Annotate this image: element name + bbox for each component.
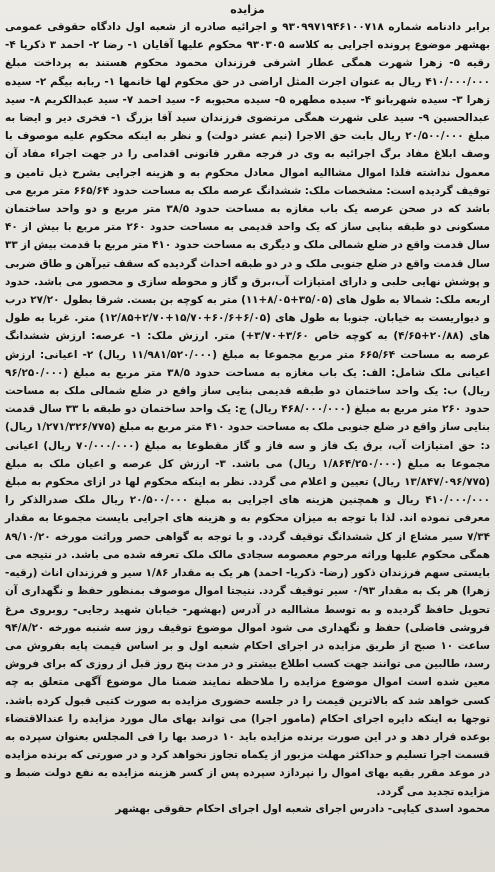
notice-signature: محمود اسدی کیاپی- دادرس اجرای شعبه اول اجرای احکام حقوقی بهشهر: [115, 802, 490, 815]
notice-body: برابر دادنامه شماره ۹۳۰۹۹۷۱۹۴۶۱۰۰۷۱۸ و اجرائیه صادره از شعبه اول دادگاه حقوقی عمومی بهشهر موضوع پرونده اجرایی به کلاسه ۹۳۰۳۰۵ محکوم علیها آقایان ۱- رضا ۲- احمد ۳ ذکریا ۴- رقیه ۵- زهرا شهرت همگی عطار اشرفی فرزندان محمود محکوم هستند به پرداخت مبلغ ۴۱۰/۰۰۰/۰۰۰ ریال به عنوان اجرت المثل اراضی در حق محکوم لها خانمها ۱- ربابه بیگم ۲- سیده زهرا ۳- سیده شهربانو ۴- سیده مطهره ۵- سیده محبوبه ۶- سید احمد ۷- سید عبدالکریم ۸- سید عبدالحسین ۹- سید علی شهرت همگی مرتضوی فرزندان سید آقا بزرگ ۱- فخری دیر و ایضا به مبلغ ۲۰/۵۰۰/۰۰۰ ریال بابت حق الاجرا (نیم عشر دولت) و نظر به اینکه محکوم علیه موصوف با وصف ابلاغ مفاد برگ اجرائیه به وی در فرجه مقرر قانونی اقدامی را در جهت اجراء مفاد آن معمول نداشته فلذا اموال مشاالیه اموال معادل محکوم به و هزینه اجرایی بشرح ذیل تامین و توقیف گردیده است: مشخصات ملک: ششدانگ عرصه ملک به مساحت حدود ۶۶۵/۶۴ متر مربع می باشد که در صحن عرصه یک باب مغازه به مساحت حدود ۳۸/۵ متر مربع و دو واحد ساختمان مسکونی دو طبقه بنایی ساز که یک واحد قدیمی به مساحت حدود ۲۶۰ متر مربع با بیش از ۴۰ سال قدمت واقع در ضلع شمالی ملک و دیگری به مساحت حدود ۴۱۰ متر مربع با قدمت بیش از ۳۳ سال قدمت واقع در ضلع جنوبی ملک و در دو طبقه احداث گردیده که سقف تیرآهن و طاق ضربی و پوشش نهایی حلبی و دارای امتیازات آب،برق و گاز و محوطه سازی و محصور می باشد. حدود اربعه ملک: شمالا به طول های (۳۵/۰۵+۸/۰۵+۱۱) متر به کوچه بن بست. شرقا بطول ۲۷/۲۰ درب و دیواریست به خیابان. جنوبا به طول های (۶/۰۵+۶۰/۶+۱۵/۷۰+۲/۷۰+۱۲/۸۵) متر. غربا به طول های (۲۰/۸۸+۴/۶۵) به کوچه خاص ۳/۶۰+۳/۷۰+) متر. ارزش ملک: ۱- عرصه: ارزش ششدانگ عرصه به مساحت ۶۶۵/۶۴ متر مربع مجموعا به مبلغ (۱۱/۹۸۱/۵۲۰/۰۰۰ ریال) ۲- اعیانی: ارزش اعیانی ملک شامل: الف: یک باب مغازه به مساحت حدود ۳۸/۵ متر مربع به مبلغ (۹۶/۲۵۰/۰۰۰ ریال) ب: یک واحد ساختمان دو طبقه قدیمی بنایی ساز واقع در ضلع شمالی ملک به مساحت حدود ۲۶۰ متر مربع به مبلغ (۴۶۸/۰۰۰/۰۰۰ ریال) ج: یک واحد ساختمان دو طبقه با ۳۳ سال قدمت بنایی ساز واقع در ضلع جنوبی ملک به مساحت حدود ۴۱۰ متر مربع به مبلغ (۱/۲۷۱/۳۲۶/۷۷۵ ریال) د: حق امتیازات آب، برق یک فاز و سه فاز و گاز مقطوعا به مبلغ (۷۰/۰۰۰/۰۰۰ ریال) اعیانی مجموعا به مبلغ (۱/۸۶۴/۲۵۰/۰۰۰ ریال) می باشد. ۳- ارزش کل عرصه و اعیان ملک به مبلغ (۱۳/۸۴۷/۰۹۶/۷۷۵ ریال) تعیین و اعلام می گردد. نظر به اینکه محکوم لها در ازای محکوم به مبلغ ۴۱۰/۰۰۰/۰۰۰ ریال و همچنین هزینه های اجرایی به مبلغ ۲۰/۵۰۰/۰۰۰ ریال ملک صدرالذکر را معرفی نموده اند. لذا با توجه به میزان محکوم به و هزینه های اجرایی بایست مجموعا به مقدار ۷/۳۴ سیر مشاع از کل ششدانگ توقیف گردد. و با توجه به گواهی حصر وراثت مورخه ۸۹/۱۰/۲۰ همگی محکوم علیها وراثه مرحوم معصومه سجادی مالک ملک تعرفه شده می باشد. در نتیجه می بایستی سهم فرزندان ذکور (رضا- ذکریا- احمد) هر یک به مقدار ۱/۸۶ سیر و فرزندان اناث (رقیه- زهرا) هر یک به مقدار ۰/۹۳ سیر توقیف گردد. نتیجتا اموال موصوف بمنظور حفظ و نگهداری آن تحویل حافظ گردیده و به توسط مشاالیه در آدرس (بهشهر- خیابان شهید رجایی- روبروی مرغ فروشی فاضلی) حفظ و نگهداری می شود اموال موضوع توقیف روز سه شنبه مورخه ۹۴/۸/۲۰ ساعت ۱۰ صبح از طریق مزایده در اجرای احکام شعبه اول و بر اساس قیمت پایه بفروش می رسد، طالبین می توانند جهت کسب اطلاع بیشتر و در مدت پنج روز قبل از روزی که برای فروش معین شده است اموال موضوع مزایده را ملاحظه نمایند ضمنا مال موضوع آگهی متعلق به چه کسی خواهد شد که بالاترین قیمت را در جلسه حضوری مزایده به صورت کتبی قبول کرده باشد. توجها به اینکه دایره اجرای احکام (مامور اجرا) می تواند بهای مال مورد مزایده را عندالاقتضاء بوعده قرار دهد و در این صورت برنده مزایده باید ۱۰ درصد بها را فی المجلس بعنوان سپرده به قسمت اجرا تسلیم و حداکثر مهلت مزبور از یکماه تجاوز نخواهد کرد و در صورتی که برنده مزایده در موعد مقرر بقیه بهای اموال را نپردازد سپرده پس از کسر هزینه مزایده به نفع دولت ضبط و مزایده تجدید می گردد.: [5, 21, 491, 798]
notice-title: مزایده: [230, 3, 265, 16]
